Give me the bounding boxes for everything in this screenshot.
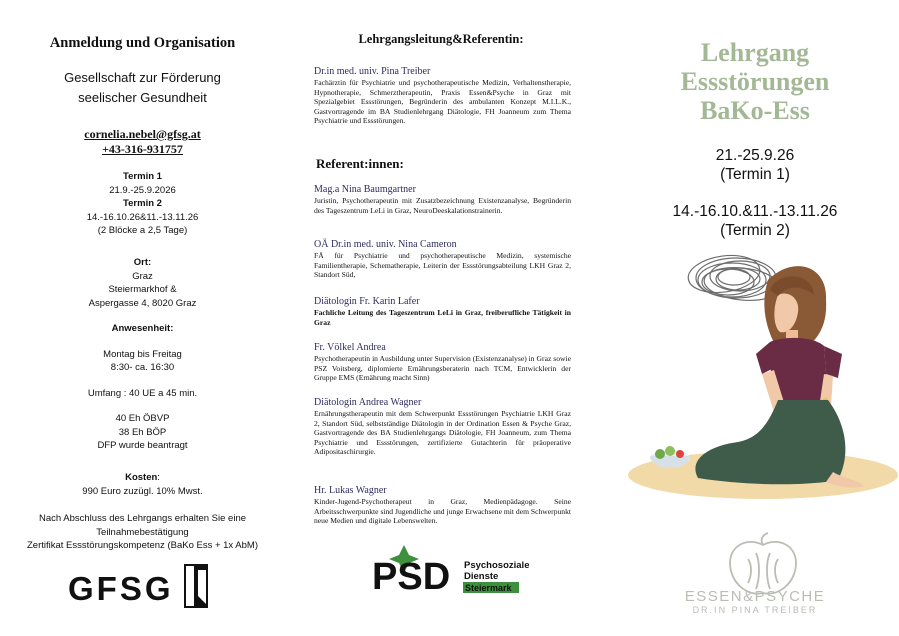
certificate-note	[20, 512, 265, 553]
eh-line-2: 38 Eh BÖP	[118, 426, 167, 438]
cover-column	[628, 0, 899, 636]
referent-name: Diätologin Andrea Wagner	[314, 397, 422, 408]
course-title-line-3: BaKo-Ess	[700, 96, 810, 125]
termin1-cover-date: 21.-25.9.26	[715, 147, 795, 164]
termine-block	[20, 170, 265, 238]
ort-line-2: Steiermarkhof &	[108, 284, 177, 295]
psd-logo-line-3: Steiermark	[465, 583, 512, 593]
course-title	[628, 38, 882, 125]
kosten-colon: :	[157, 472, 160, 483]
certificate-line-2: Teilnahmebestätigung	[96, 526, 189, 538]
termin2-label: Termin 2	[123, 198, 162, 209]
psd-logo-line-2: Dienste	[464, 571, 499, 582]
referent-entry	[314, 184, 571, 215]
leadership-heading: Lehrgangsleitung&Referentin:	[358, 32, 524, 46]
psd-logo-mark: PSD	[372, 556, 451, 597]
contact-block	[20, 127, 265, 157]
termin2-date: 14.-16.10.26&11.-13.11.26	[86, 211, 199, 223]
termin1-date: 21.9.-25.9.2026	[109, 184, 176, 196]
referent-description: Psychotherapeutin in Ausbildung unter Supervision (Existenzanalyse) in Graz sowie PSZ Voitsberg, diplomierte Ernährungsberaterin nach TCM, Entwicklerin der Gruppe EMS (Ernährung macht Sinn)	[314, 354, 571, 383]
leader-description: Fachärztin für Psychiatrie und psychotherapeutische Medizin, Verhaltenstherapie, Hypnotherapie, Schmerztherapeutin, Praxis Essen&Psyche in Graz mit Spezialgebiet Essstörungen, Begründerin des ambulanten Konzept M.I.L.K., Gastvortragende im BA Studienlehrgang Diätologie, FH Joanneum zum Thema Psychiatrie und Essstörungen.	[314, 78, 571, 126]
organisation-line-2: seelischer Gesundheit	[78, 90, 207, 105]
essen-psyche-logo-text: ESSEN&PSYCHE	[684, 588, 826, 605]
registration-column	[20, 0, 265, 636]
referent-entry	[314, 397, 571, 457]
referent-name: Hr. Lukas Wagner	[314, 485, 387, 496]
ort-line-3: Aspergasse 4, 8020 Graz	[88, 297, 197, 309]
referent-description: Kinder-Jugend-Psychotherapeut in Graz, Medienpädagoge. Seine Arbeitsschwerpunkte sind Jugendliche und junge Erwachsene mit dem Schwerpunkt neue Medien und digitale Lebenswelten.	[314, 497, 571, 526]
termin1-cover-label: (Termin 1)	[720, 166, 790, 183]
referent-name: OÄ Dr.in med. univ. Nina Cameron	[314, 239, 457, 250]
leader-name: Dr.in med. univ. Pina Treiber	[314, 66, 431, 77]
eh-line-1: 40 Eh ÖBVP	[115, 413, 170, 424]
organisation-line-1: Gesellschaft zur Förderung	[64, 70, 221, 85]
termin1-cover	[628, 146, 882, 184]
eh-line-3: DFP wurde beantragt	[97, 440, 188, 451]
referent-entry	[314, 485, 571, 526]
referent-name: Mag.a Nina Baumgartner	[314, 184, 416, 195]
umfang-text: Umfang : 40 UE a 45 min.	[87, 387, 198, 399]
termin1-label: Termin 1	[123, 171, 162, 182]
ort-label: Ort:	[133, 257, 152, 268]
termin2-cover	[628, 202, 882, 240]
referent-description: FÄ für Psychiatrie und psychotherapeutische Medizin, systemische Familientherapie, Schematherapie, Leiterin der Essstörungsabteilung LKH Graz 2, Standort Süd,	[314, 251, 571, 280]
email-link[interactable]: cornelia.nebel@gfsg.at	[84, 127, 201, 141]
psd-logo	[372, 545, 542, 597]
certificate-line-1: Nach Abschluss des Lehrgangs erhalten Sie eine	[38, 513, 247, 524]
course-title-line-1: Lehrgang	[700, 38, 810, 67]
organisation-name	[20, 68, 265, 108]
gfsg-logo	[68, 562, 218, 610]
termin2-cover-date: 14.-16.10.&11.-13.11.26	[672, 203, 838, 220]
phone-link[interactable]: +43-316-931757	[102, 142, 183, 156]
kosten-block	[20, 471, 265, 498]
essen-psyche-logo-subtext: DR.IN PINA TREIBER	[692, 605, 818, 615]
psd-logo-line-1: Psychosoziale	[464, 560, 530, 571]
kosten-value: 990 Euro zuzügl. 10% Mwst.	[82, 485, 203, 497]
ort-line-1: Graz	[132, 270, 153, 282]
anwesenheit-line-2: 8:30- ca. 16:30	[110, 362, 175, 373]
anwesenheit-block	[20, 322, 265, 453]
leader-entry	[314, 66, 571, 126]
anwesenheit-label: Anwesenheit:	[111, 323, 174, 334]
ort-block	[20, 256, 265, 310]
referent-description: Juristin, Psychotherapeutin mit Zusatzbezeichnung Existenzanalyse, Begründerin des Tageszentrum LeLi in Graz, NeuroDeeskalationstrainerin.	[314, 196, 571, 215]
gfsg-logo-text: GFSG	[68, 570, 174, 607]
lecturers-column	[312, 0, 570, 636]
referents-heading: Referent:innen:	[316, 156, 404, 171]
certificate-line-3: Zertifikat Essstörungskompetenz (BaKo Ess + 1x AbM)	[27, 540, 258, 551]
referent-entry	[314, 342, 571, 383]
referent-name: Diätologin Fr. Karin Lafer	[314, 296, 420, 307]
referent-name: Fr. Völkel Andrea	[314, 342, 386, 353]
referent-entry	[314, 296, 571, 327]
referent-description: Ernährungstherapeutin mit dem Schwerpunkt Essstörungen Psychiatrie LKH Graz 2, Standort Süd, selbstständige Diätologin in der Ordination Essen & Psyche Graz, Gastvortragende des BA Studienlehrgangs Diätologie, FH Joanneum, zum Thema Psychiatrie und Essstörungen, zertifizierte Gutachterin für präoperative Adipositaschirurgie.	[314, 409, 571, 457]
anwesenheit-line-1: Montag bis Freitag	[103, 348, 182, 360]
woman-sitting-illustration	[628, 250, 899, 500]
kosten-label: Kosten	[125, 472, 158, 483]
termin2-note: (2 Blöcke a 2,5 Tage)	[97, 225, 188, 236]
referent-entry	[314, 239, 571, 280]
registration-heading: Anmeldung und Organisation	[49, 35, 236, 51]
course-title-line-2: Essstörungen	[680, 67, 830, 96]
referent-description: Fachliche Leitung des Tageszentrum LeLi in Graz, freiberufliche Tätigkeit in Graz	[314, 308, 571, 327]
termin2-cover-label: (Termin 2)	[720, 222, 790, 239]
